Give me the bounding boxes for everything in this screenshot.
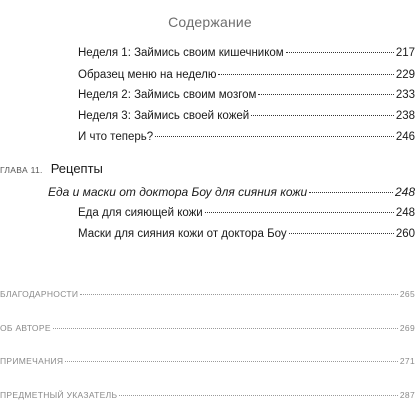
toc-back-matter-title: ПРИМЕЧАНИЯ [0,356,64,366]
page-title: Содержание [168,14,252,30]
dot-leader [53,328,398,329]
toc-section[interactable] [48,185,415,199]
toc-subentry-title: Маски для сияния кожи от доктора Боу [78,228,287,240]
toc-entry-title: Образец меню на неделю [78,69,217,81]
toc-entry[interactable] [78,130,415,144]
toc-subentry[interactable] [78,227,415,241]
toc-entry[interactable] [78,109,415,123]
toc-subentry-page: 248 [395,207,415,219]
toc-back-matter-page: 265 [399,289,415,299]
toc-entry-title: Неделя 1: Займись своим кишечником [78,47,284,59]
toc-back-matter-page: 269 [399,323,415,333]
chapter-heading[interactable] [0,161,103,176]
toc-back-matter-page: 271 [399,356,415,366]
dot-leader [205,212,394,213]
toc-entry-page: 217 [395,47,415,59]
toc-entry-page: 229 [395,69,415,81]
toc-subentry-page: 260 [395,228,415,240]
toc-back-matter[interactable] [0,354,415,368]
dot-leader [80,294,398,295]
toc-back-matter-page: 287 [399,390,415,400]
toc-entry[interactable] [78,88,415,102]
toc-back-matter-title: ОБ АВТОРЕ [0,323,51,333]
toc-section-page: 248 [394,185,415,199]
toc-section-title: Еда и маски от доктора Боу для сияния кожи [48,185,308,199]
dot-leader [251,115,394,116]
dot-leader [286,52,394,53]
dot-leader [65,361,398,362]
dot-leader [218,74,393,75]
toc-entry[interactable] [78,68,415,82]
toc-entry[interactable] [78,46,415,60]
dot-leader [258,94,393,95]
dot-leader [119,395,398,396]
dot-leader [155,136,394,137]
toc-entry-title: Неделя 3: Займись своей кожей [78,110,250,122]
toc-entry-page: 238 [395,110,415,122]
toc-back-matter[interactable] [0,287,415,301]
toc-back-matter-title: БЛАГОДАРНОСТИ [0,289,79,299]
toc-back-matter[interactable] [0,388,415,402]
dot-leader [309,192,393,193]
toc-entry-page: 246 [395,131,415,143]
toc-entry-page: 233 [395,89,415,101]
toc-back-matter[interactable] [0,321,415,335]
chapter-number: ГЛАВА 11. [0,165,43,175]
toc-subentry-title: Еда для сияющей кожи [78,207,203,219]
toc-entry-title: Неделя 2: Займись своим мозгом [78,89,257,101]
toc-back-matter-title: ПРЕДМЕТНЫЙ УКАЗАТЕЛЬ [0,390,118,400]
chapter-title: Рецепты [50,161,103,176]
dot-leader [289,233,394,234]
toc-entry-title: И что теперь? [78,131,154,143]
toc-subentry[interactable] [78,206,415,220]
